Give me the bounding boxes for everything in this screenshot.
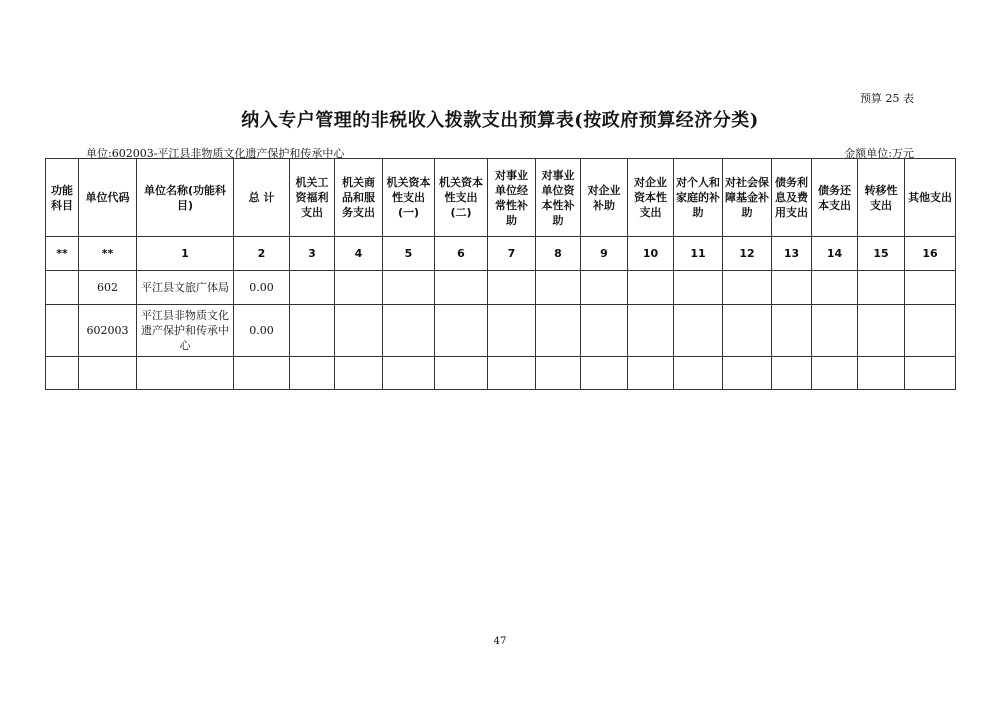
header-cell: 债务利息及费用支出 [772,159,812,237]
amount-cell [581,357,628,390]
unit-code-cell: 602003 [79,305,137,357]
header-cell: 其他支出 [905,159,956,237]
table-row [46,305,956,357]
amount-cell [905,305,956,357]
amount-cell [674,357,723,390]
table-row [46,357,956,390]
header-cell: 对企业资本性支出 [628,159,674,237]
amount-cell [488,305,536,357]
amount-cell [905,357,956,390]
header-cell: 对事业单位资本性补助 [536,159,581,237]
unit-name-cell: 平江县非物质文化遗产保护和传承中心 [137,305,234,357]
column-number-cell: 1 [137,237,234,271]
amount-cell [290,305,335,357]
column-number-cell: 6 [435,237,488,271]
amount-cell [723,271,772,305]
total-cell: 0.00 [234,271,290,305]
amount-cell [536,271,581,305]
amount-cell [905,271,956,305]
column-number-cell: 9 [581,237,628,271]
header-cell: 功能科目 [46,159,79,237]
amount-cell [536,357,581,390]
amount-cell [628,357,674,390]
column-number-cell: 2 [234,237,290,271]
header-cell: 债务还本支出 [812,159,858,237]
column-number-cell: 16 [905,237,956,271]
amount-cell [383,305,435,357]
header-cell: 对社会保障基金补助 [723,159,772,237]
page-title: 纳入专户管理的非税收入拨款支出预算表(按政府预算经济分类) [241,110,759,131]
column-number-cell: 10 [628,237,674,271]
amount-cell [581,271,628,305]
amount-cell [290,271,335,305]
unit-name-cell: 平江县文旅广体局 [137,271,234,305]
column-number-cell: 4 [335,237,383,271]
unit-name-cell [137,357,234,390]
amount-cell [674,305,723,357]
amount-cell [674,271,723,305]
total-cell [234,357,290,390]
amount-cell [723,305,772,357]
header-cell: 对事业单位经常性补助 [488,159,536,237]
amount-cell [335,305,383,357]
header-row [46,159,956,237]
amount-cell [812,271,858,305]
unit-label: 单位:602003-平江县非物质文化遗产保护和传承中心 [86,147,345,160]
page-number: 47 [493,636,507,647]
amount-cell [435,271,488,305]
header-cell: 机关商品和服务支出 [335,159,383,237]
header-cell: 机关工资福利支出 [290,159,335,237]
amount-cell [628,305,674,357]
amount-cell [812,357,858,390]
func-subject-cell [46,357,79,390]
amount-cell [772,271,812,305]
amount-cell [772,357,812,390]
amount-cell [628,271,674,305]
column-number-cell: 12 [723,237,772,271]
header-cell: 机关资本性支出(一) [383,159,435,237]
header-cell: 机关资本性支出(二) [435,159,488,237]
table-number: 预算 25 表 [860,92,914,105]
header-cell: 总 计 [234,159,290,237]
column-number-cell: 15 [858,237,905,271]
table-row [46,271,956,305]
amount-cell [335,357,383,390]
header-cell: 对企业补助 [581,159,628,237]
header-cell: 对个人和家庭的补助 [674,159,723,237]
amount-cell [488,357,536,390]
column-number-cell: 13 [772,237,812,271]
amount-cell [383,271,435,305]
column-number-cell: 8 [536,237,581,271]
amount-cell [858,305,905,357]
amount-cell [858,271,905,305]
header-cell: 转移性支出 [858,159,905,237]
amount-cell [435,357,488,390]
unit-code-cell [79,357,137,390]
amount-cell [488,271,536,305]
amount-unit-label: 金额单位:万元 [844,147,914,160]
amount-cell [435,305,488,357]
column-number-cell: ** [46,237,79,271]
column-number-cell: 3 [290,237,335,271]
func-subject-cell [46,271,79,305]
amount-cell [581,305,628,357]
column-number-cell: 5 [383,237,435,271]
header-cell: 单位名称(功能科目) [137,159,234,237]
amount-cell [290,357,335,390]
header-cell: 单位代码 [79,159,137,237]
column-number-cell: ** [79,237,137,271]
column-number-cell: 7 [488,237,536,271]
amount-cell [812,305,858,357]
unit-code-cell: 602 [79,271,137,305]
amount-cell [383,357,435,390]
column-number-row [46,237,956,271]
amount-cell [723,357,772,390]
amount-cell [335,271,383,305]
amount-cell [536,305,581,357]
budget-table [45,158,956,390]
amount-cell [772,305,812,357]
total-cell: 0.00 [234,305,290,357]
column-number-cell: 11 [674,237,723,271]
amount-cell [858,357,905,390]
func-subject-cell [46,305,79,357]
column-number-cell: 14 [812,237,858,271]
